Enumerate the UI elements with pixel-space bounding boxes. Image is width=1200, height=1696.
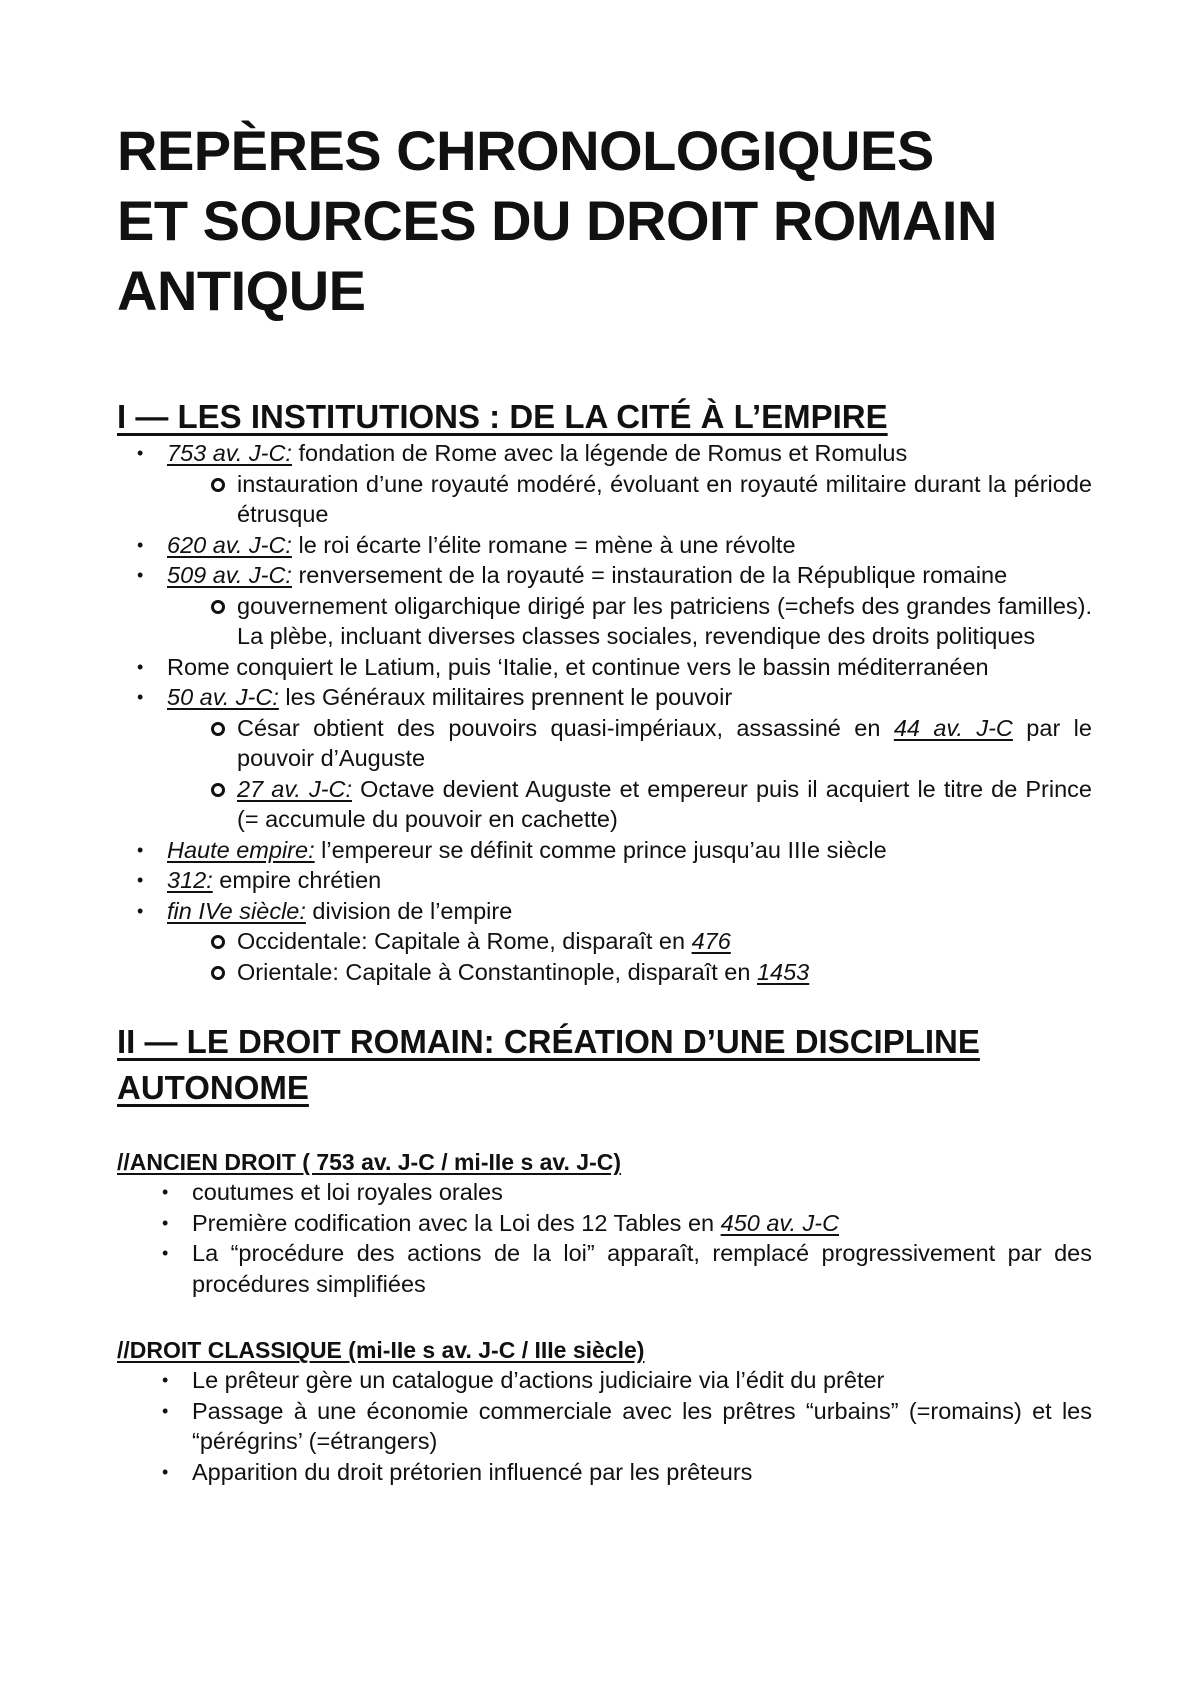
item-text: instauration d’une royauté modéré, évoluant en royauté militaire durant la période étrusque (237, 470, 1092, 527)
list-item (117, 1396, 1092, 1457)
list-item (117, 865, 1092, 896)
item-text: renversement de la royauté = instauration de la République romaine (291, 562, 1008, 588)
item-text: Octave devient Auguste et empereur puis il acquiert le titre de Prince (= accumule du pouvoir en cachette) (237, 775, 1092, 832)
subsection-ancien-droit-heading: //ANCIEN DROIT ( 753 av. J-C / mi-IIe s av. J-C) (117, 1149, 622, 1175)
date-label: 312: (167, 867, 213, 893)
section-2-heading (117, 1019, 1092, 1111)
section-1-list (117, 438, 1092, 987)
sub-list (167, 713, 1092, 835)
item-text: Apparition du droit prétorien influencé par les prêteurs (192, 1458, 753, 1485)
date-label: 753 av. J-C: (167, 440, 292, 466)
item-text: les Généraux militaires prennent le pouvoir (278, 684, 733, 710)
date-label: 476 (691, 928, 731, 954)
item-text: gouvernement oligarchique dirigé par les patriciens (=chefs des grandes familles). La plèbe, incluant diverses classes sociales, revendique des droits politiques (237, 592, 1092, 649)
subsection-ancien-droit-list (117, 1177, 1092, 1299)
list-item (117, 896, 1092, 988)
sub-list (167, 926, 1092, 987)
sub-list-item (167, 957, 1092, 988)
subsection-droit-classique-list (117, 1365, 1092, 1487)
title-line-3: ANTIQUE (117, 259, 366, 322)
date-label: 44 av. J-C (893, 714, 1013, 741)
item-text: Orientale: Capitale à Constantinople, disparaît en (237, 958, 757, 985)
list-item (117, 1208, 1092, 1239)
subsection-droit-classique-heading: //DROIT CLASSIQUE (mi-IIe s av. J-C / IIIe siècle) (117, 1337, 645, 1363)
list-item (117, 1365, 1092, 1396)
list-item (117, 530, 1092, 561)
title-line-1: REPÈRES CHRONOLOGIQUES (117, 119, 934, 182)
item-text: fondation de Rome avec la légende de Romus et Romulus (291, 440, 908, 466)
item-text: Occidentale: Capitale à Rome, disparaît en (237, 928, 692, 954)
item-text: coutumes et loi royales orales (192, 1179, 503, 1205)
document-title (117, 116, 1092, 326)
sub-list-item (167, 774, 1092, 835)
sub-list-item (167, 591, 1092, 652)
list-item (117, 682, 1092, 835)
item-text: Première codification avec la Loi des 12 Tables en (192, 1209, 721, 1236)
item-text: Rome conquiert le Latium, puis ‘Italie, et continue vers le bassin méditerranéen (167, 653, 989, 680)
sub-list (167, 591, 1092, 652)
section-1-heading: I — LES INSTITUTIONS : DE LA CITÉ À L’EMPIRE (117, 398, 888, 435)
sub-list-item (167, 469, 1092, 530)
date-label: 1453 (756, 958, 810, 985)
date-label: fin IVe siècle: (167, 897, 306, 924)
item-text: Le prêteur gère un catalogue d’actions judiciaire via l’édit du prêter (192, 1367, 885, 1393)
date-label: 509 av. J-C: (167, 562, 292, 588)
list-item (117, 652, 1092, 683)
item-text: empire chrétien (212, 867, 382, 893)
section-2-heading-line-2: AUTONOME (117, 1069, 309, 1106)
item-text: l’empereur se définit comme prince jusqu’au IIIe siècle (314, 836, 887, 863)
sub-list (167, 469, 1092, 530)
item-text: le roi écarte l’élite romane = mène à une révolte (291, 531, 796, 558)
list-item (117, 438, 1092, 530)
list-item (117, 1177, 1092, 1208)
item-text: Passage à une économie commerciale avec les prêtres “urbains” (=romains) et les “pérégrins’ (=étrangers) (192, 1397, 1092, 1454)
date-label: Haute empire: (167, 836, 315, 863)
item-text: division de l’empire (305, 897, 513, 924)
sub-list-item (167, 713, 1092, 774)
date-label: 27 av. J-C: (237, 775, 353, 802)
list-item (117, 560, 1092, 652)
date-label: 50 av. J-C: (167, 684, 279, 710)
list-item (117, 835, 1092, 866)
section-2-heading-line-1: II — LE DROIT ROMAIN: CRÉATION D’UNE DISCIPLINE (117, 1023, 980, 1060)
date-label: 620 av. J-C: (167, 531, 292, 558)
item-text: César obtient des pouvoirs quasi-impériaux, assassiné en (237, 714, 894, 741)
item-text: La “procédure des actions de la loi” apparaît, remplacé progressivement par des procédures simplifiées (192, 1240, 1092, 1297)
date-label: 450 av. J-C (720, 1209, 840, 1236)
sub-list-item (167, 926, 1092, 957)
item-text: par le pouvoir d’Auguste (237, 714, 1092, 771)
list-item (117, 1238, 1092, 1299)
list-item (117, 1457, 1092, 1488)
title-line-2: ET SOURCES DU DROIT ROMAIN (117, 189, 997, 252)
